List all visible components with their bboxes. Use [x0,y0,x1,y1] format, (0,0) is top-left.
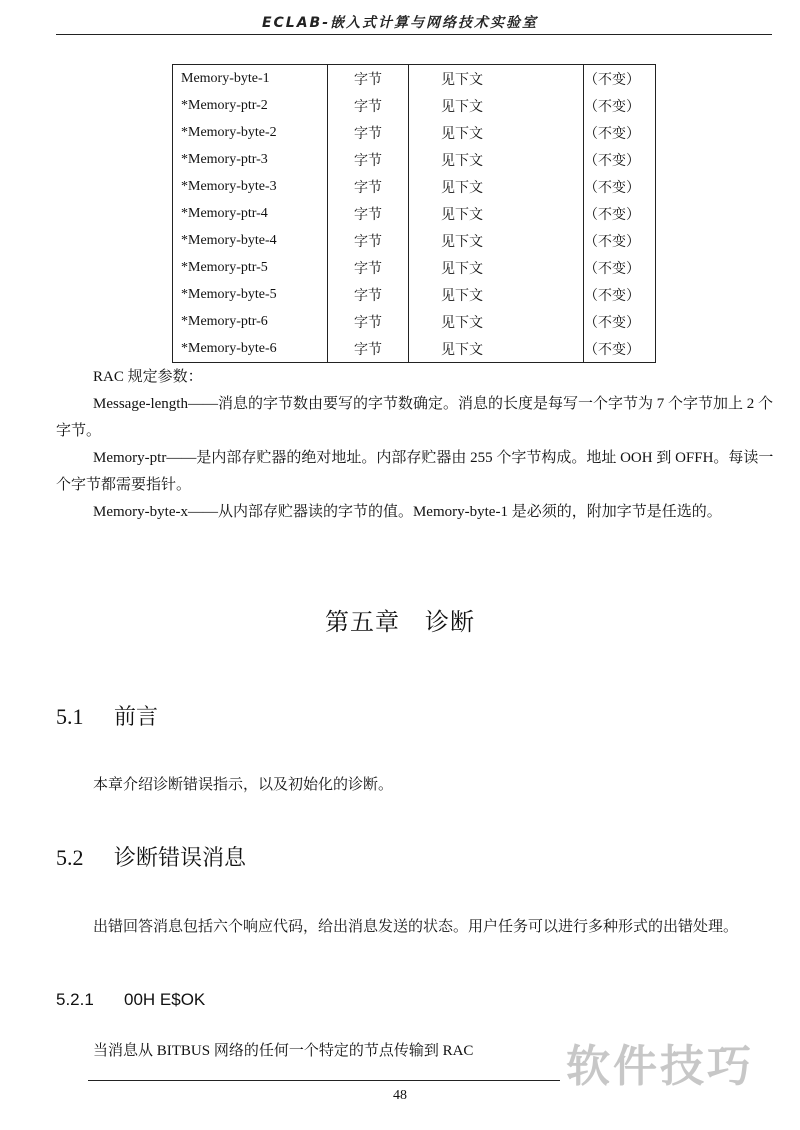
section-title: 诊断错误消息 [114,846,247,871]
param-name-cell: *Memory-ptr-2 [173,92,328,119]
param-note-cell: （不变） [584,227,656,254]
subsection-title: 00H E$OK [124,990,206,1009]
param-name-cell: *Memory-byte-2 [173,119,328,146]
param-type-cell: 字节 [328,308,409,335]
section-5-2-1-paragraph: 当消息从 BITBUS 网络的任何一个特定的节点传输到 RAC [93,1043,474,1059]
section-number: 5.2 [56,845,84,870]
param-note-cell: （不变） [584,173,656,200]
page-number: 48 [393,1088,407,1103]
param-name-cell: *Memory-byte-5 [173,281,328,308]
param-note-cell: （不变） [584,281,656,308]
param-type-cell: 字节 [328,65,409,93]
page-header-title: ECLAB-嵌入式计算与网络技术实验室 [261,15,539,31]
section-title: 前言 [114,705,159,730]
param-type-cell: 字节 [328,335,409,363]
param-note-cell: （不变） [584,92,656,119]
table-row [173,335,656,363]
param-desc-cell: 见下文 [409,335,584,363]
param-type-cell: 字节 [328,254,409,281]
param-note-cell: （不变） [584,65,656,93]
section-5-2-paragraph: 出错回答消息包括六个响应代码，给出消息发送的状态。用户任务可以进行多种形式的出错处理。 [93,919,739,935]
param-name-cell: *Memory-ptr-5 [173,254,328,281]
param-name-cell: *Memory-byte-6 [173,335,328,363]
watermark-text: 软件技巧 [566,1041,754,1092]
param-type-cell: 字节 [328,119,409,146]
param-desc-cell: 见下文 [409,92,584,119]
param-desc-cell: 见下文 [409,308,584,335]
table-row [173,92,656,119]
param-name-cell: Memory-byte-1 [173,65,328,93]
param-desc-cell: 见下文 [409,119,584,146]
table-row [173,200,656,227]
section-number: 5.1 [56,704,84,729]
param-note-cell: （不变） [584,200,656,227]
param-desc-cell: 见下文 [409,281,584,308]
footer-rule [88,1080,560,1081]
table-row [173,227,656,254]
table-row [173,254,656,281]
memory-byte-x-paragraph: Memory-byte-x——从内部存贮器读的字节的值。Memory-byte-1 是必须的，附加字节是任选的。 [93,504,722,520]
param-type-cell: 字节 [328,146,409,173]
param-name-cell: *Memory-ptr-3 [173,146,328,173]
param-desc-cell: 见下文 [409,200,584,227]
header-rule [56,34,772,35]
param-note-cell: （不变） [584,146,656,173]
table-row [173,119,656,146]
param-note-cell: （不变） [584,254,656,281]
param-name-cell: *Memory-byte-4 [173,227,328,254]
param-type-cell: 字节 [328,200,409,227]
param-desc-cell: 见下文 [409,146,584,173]
param-type-cell: 字节 [328,281,409,308]
param-type-cell: 字节 [328,92,409,119]
table-row [173,281,656,308]
table-row [173,65,656,93]
param-desc-cell: 见下文 [409,65,584,93]
param-name-cell: *Memory-ptr-6 [173,308,328,335]
rac-params-intro: RAC 规定参数： [93,369,203,385]
param-name-cell: *Memory-byte-3 [173,173,328,200]
section-5-1-paragraph: 本章介绍诊断错误指示，以及初始化的诊断。 [93,777,394,793]
param-name-cell: *Memory-ptr-4 [173,200,328,227]
param-type-cell: 字节 [328,227,409,254]
table-row [173,173,656,200]
param-note-cell: （不变） [584,335,656,363]
message-length-paragraph: Message-length——消息的字节数由要写的字节数确定。消息的长度是每写一个字节为 7 个字节加上 2 个字节。 [56,396,773,439]
param-desc-cell: 见下文 [409,227,584,254]
parameter-table [172,64,656,363]
param-desc-cell: 见下文 [409,254,584,281]
param-type-cell: 字节 [328,173,409,200]
param-desc-cell: 见下文 [409,173,584,200]
section-heading-5-2 [56,841,246,872]
subsection-heading-5-2-1 [56,990,205,1010]
param-note-cell: （不变） [584,308,656,335]
memory-ptr-paragraph: Memory-ptr——是内部存贮器的绝对地址。内部存贮器由 255 个字节构成。地址 OOH 到 OFFH。每读一个字节都需要指针。 [56,450,774,493]
param-note-cell: （不变） [584,119,656,146]
table-row [173,308,656,335]
subsection-number: 5.2.1 [56,990,94,1009]
table-row [173,146,656,173]
chapter-title: 第五章 诊断 [325,608,475,636]
section-heading-5-1 [56,700,158,731]
